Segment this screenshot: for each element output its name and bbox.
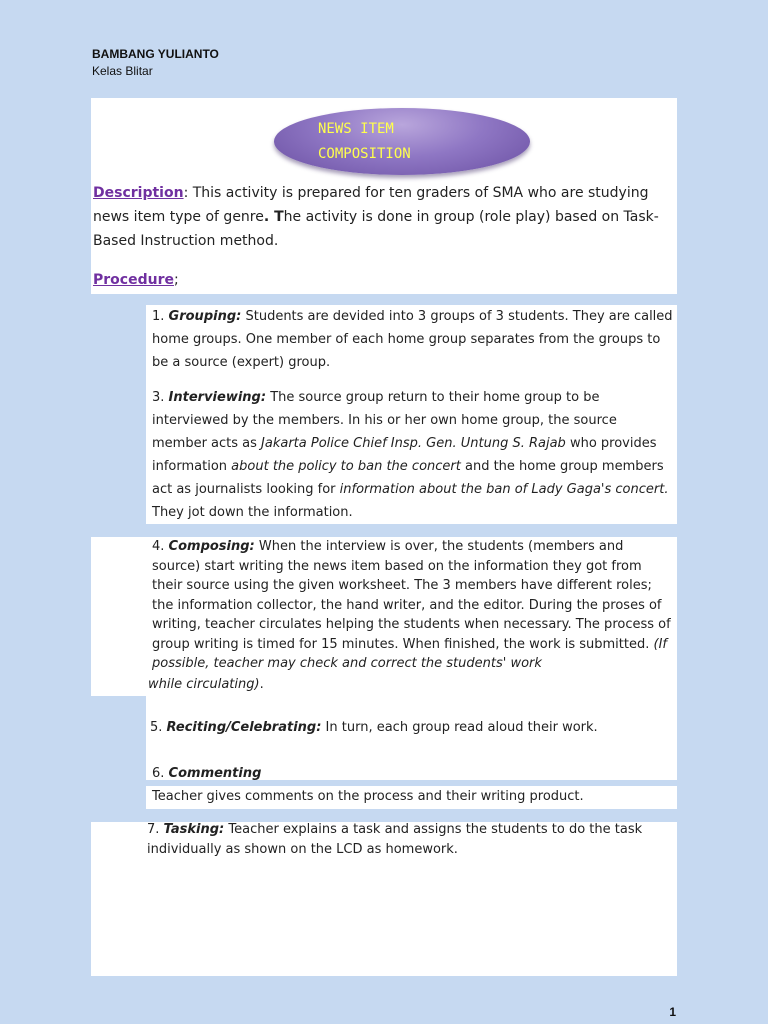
step-title: Tasking:: [163, 822, 225, 837]
step-text: Teacher explains a task and assigns the students to do the task individually as shown on the LCD as homework.: [147, 822, 643, 857]
step-composing-tail: [148, 675, 264, 695]
step-number: 3.: [152, 390, 169, 405]
step-composing: [152, 537, 672, 674]
procedure-heading: [93, 268, 179, 292]
step-number: 7.: [147, 822, 164, 837]
procedure-label: Procedure: [93, 272, 174, 288]
author-class: Kelas Blitar: [92, 64, 153, 78]
step-text: Students are devided into 3 groups of 3 students. They are called home groups. One member of each home group separates from the groups to be a source (expert) group.: [152, 309, 673, 370]
step-title: Commenting: [168, 766, 262, 781]
step-number: 5.: [150, 720, 167, 735]
step-title: Reciting/Celebrating:: [166, 720, 322, 735]
step-number: 1.: [152, 309, 169, 324]
description-dot: .: [263, 209, 275, 225]
description-paragraph: [93, 181, 675, 253]
step-text: In turn, each group read aloud their work.: [321, 720, 598, 735]
step-italic: about the policy to ban the concert: [231, 459, 461, 474]
description-bold-t: T: [274, 209, 284, 225]
step-title: Interviewing:: [168, 390, 267, 405]
step-text: When the interview is over, the students (members and source) start writing the news item based on the information they got from their source using the given worksheet. The 3 members have different roles; the information collector, the hand writer, and the editor. During the proses of writing, teacher circulates helping the students when necessary. The process of group writing is timed for 15 minutes. When finished, the work is submitted.: [152, 539, 671, 652]
step-text: and the home group members act as journalists looking for: [152, 459, 664, 497]
step-italic: while circulating): [148, 677, 260, 692]
title-line-1: NEWS ITEM: [318, 121, 394, 137]
procedure-suffix: ;: [173, 272, 179, 288]
step-title: Grouping:: [168, 309, 242, 324]
step-italic: information about the ban of Lady Gaga's concert.: [339, 482, 669, 497]
step-end: .: [259, 677, 264, 692]
step-commenting-text: Teacher gives comments on the process and their writing product.: [152, 789, 584, 804]
step-tasking: [147, 820, 667, 859]
step-commenting: [152, 762, 261, 785]
step-grouping: [152, 305, 674, 374]
step-number: 6.: [152, 766, 169, 781]
step-text: The source group return to their home group to be interviewed by the members. In his or her own home group, the source member acts as: [152, 390, 617, 451]
step-title: Composing:: [168, 539, 255, 554]
author-name: BAMBANG YULIANTO: [92, 47, 219, 61]
description-label: Description: [93, 185, 184, 201]
description-text-b: he activity is done in group (role play) based on Task-Based Instruction method.: [93, 209, 659, 249]
step-interviewing: [152, 386, 674, 524]
title-line-2: COMPOSITION: [318, 146, 411, 162]
step-reciting: [150, 716, 598, 739]
step-number: 4.: [152, 539, 169, 554]
step-italic: Jakarta Police Chief Insp. Gen. Untung S. Rajab: [261, 436, 566, 451]
title-text: [318, 117, 518, 167]
author-block: [92, 46, 219, 80]
step-italic: (If possible, teacher may check and correct the students' work: [152, 636, 667, 671]
page-number: 1: [669, 1005, 676, 1019]
step-text: They jot down the information.: [152, 505, 353, 520]
step-text: who provides information: [152, 436, 657, 474]
description-text-a: : This activity is prepared for ten graders of SMA who are studying news item type of genre: [93, 185, 649, 225]
